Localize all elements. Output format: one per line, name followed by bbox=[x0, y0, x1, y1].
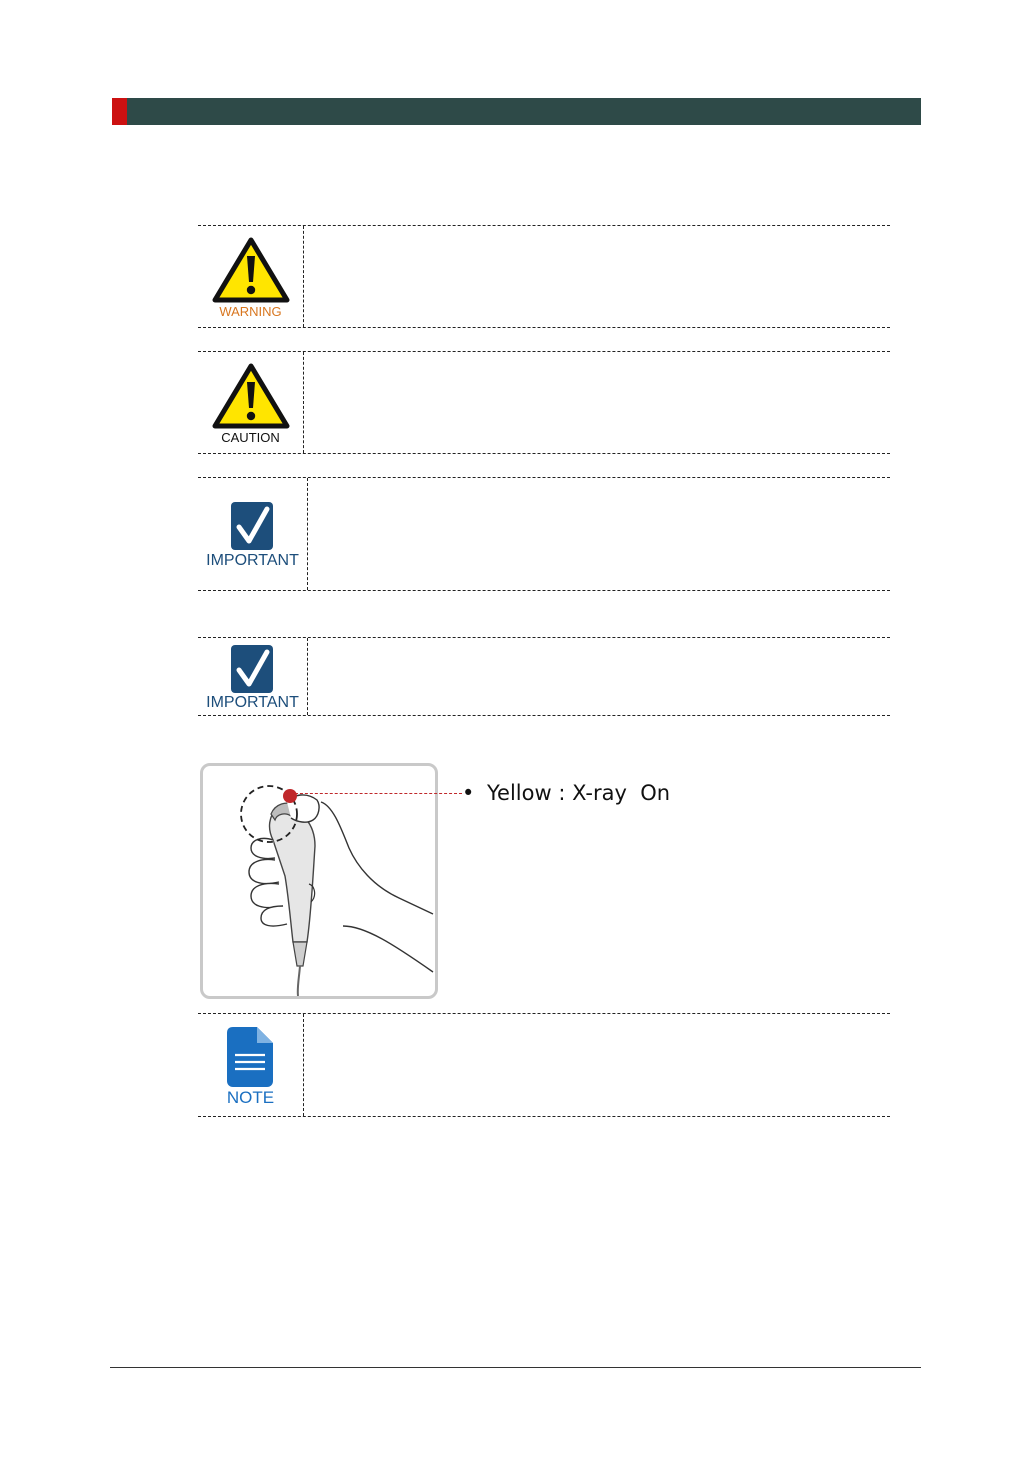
important-icon-cell-1 bbox=[198, 478, 308, 590]
caution-triangle-icon bbox=[211, 362, 291, 432]
warning-triangle-icon bbox=[211, 236, 291, 306]
footer-rule bbox=[110, 1367, 921, 1368]
checkbox-icon bbox=[230, 644, 276, 694]
callout-bullet: • bbox=[462, 781, 475, 805]
document-icon bbox=[227, 1027, 273, 1087]
important-notice-2 bbox=[198, 637, 890, 716]
important-label-2: IMPORTANT bbox=[206, 694, 299, 711]
caution-icon-cell bbox=[198, 352, 304, 453]
caution-text bbox=[304, 352, 890, 453]
warning-label: WARNING bbox=[219, 304, 282, 319]
important-icon-cell-2 bbox=[198, 638, 308, 715]
callout-leader-line bbox=[290, 793, 462, 794]
important-text-2 bbox=[308, 638, 890, 715]
warning-notice bbox=[198, 225, 890, 328]
caution-label: CAUTION bbox=[221, 430, 280, 445]
hand-switch-figure bbox=[200, 763, 438, 999]
section-header-bar bbox=[112, 98, 921, 125]
important-label-1: IMPORTANT bbox=[206, 552, 299, 569]
callout-label bbox=[462, 781, 670, 805]
note-label: NOTE bbox=[226, 1088, 275, 1107]
note-text bbox=[304, 1014, 890, 1116]
hand-held-exposure-switch-illustration bbox=[203, 766, 435, 996]
caution-notice bbox=[198, 351, 890, 454]
callout-text: Yellow : X-ray On bbox=[487, 781, 671, 805]
warning-icon-cell bbox=[198, 226, 304, 327]
header-accent-mark bbox=[112, 98, 127, 125]
important-notice-1 bbox=[198, 477, 890, 591]
note-icon-cell bbox=[198, 1014, 304, 1116]
note-notice bbox=[198, 1013, 890, 1117]
warning-text bbox=[304, 226, 890, 327]
important-text-1 bbox=[308, 478, 890, 590]
checkbox-icon bbox=[230, 501, 276, 551]
